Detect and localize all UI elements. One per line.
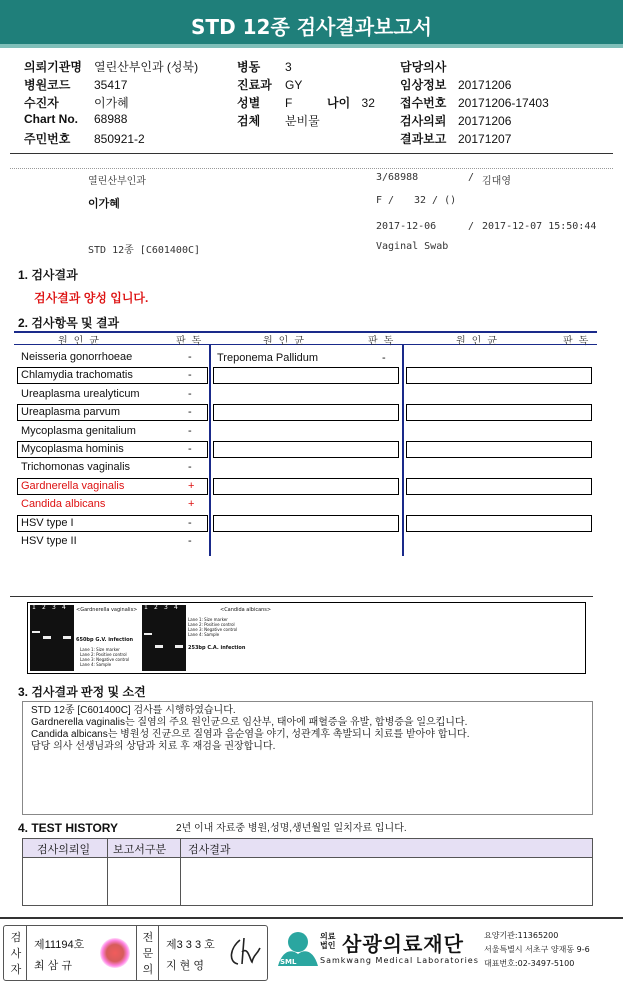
header-field-value: 20171206 bbox=[458, 114, 512, 128]
corp-info-phone: 대표번호:02-3497-5100 bbox=[484, 959, 575, 968]
empty-result-box bbox=[213, 367, 399, 384]
gel-lane-number: 2 bbox=[42, 604, 46, 611]
doctor-signature bbox=[226, 934, 264, 970]
col1-head-result: 판독 bbox=[176, 336, 208, 347]
col1-head-name: 원인균 bbox=[58, 336, 105, 347]
confirm-license: 제3 3 3 호 bbox=[166, 939, 215, 951]
header-field-value: GY bbox=[285, 78, 303, 92]
header-field-label: 검체 bbox=[237, 114, 261, 128]
gel-image-panel bbox=[27, 602, 586, 674]
col3-head-result: 판독 bbox=[563, 336, 595, 347]
empty-result-box bbox=[213, 478, 399, 495]
result-item-value: - bbox=[188, 387, 192, 400]
opinion-box bbox=[22, 701, 593, 815]
overlay-test-code: STD 12종 [C601400C] bbox=[88, 245, 201, 256]
empty-result-box bbox=[213, 404, 399, 421]
history-header-row bbox=[23, 839, 592, 858]
header-field-label: 진료과 bbox=[237, 78, 272, 92]
section4-title: 4. TEST HISTORY bbox=[18, 821, 119, 835]
result-item-name: Ureaplasma urealyticum bbox=[21, 387, 140, 400]
header-field-value: 이가혜 bbox=[94, 96, 129, 110]
section2-title: 2. 검사항목 및 결과 bbox=[18, 316, 120, 330]
gel-lane-number: 4 bbox=[174, 604, 178, 611]
header-field-label: 의뢰기관명 bbox=[24, 60, 82, 74]
col2-head-name: 원인균 bbox=[263, 336, 310, 347]
sml-logo bbox=[272, 926, 324, 976]
result-item-name: Gardnerella vaginalis bbox=[21, 479, 125, 492]
gel-right-band-marker bbox=[144, 633, 152, 635]
col3-head-name: 원인균 bbox=[456, 336, 503, 347]
overlay-clinic: 열린산부인과 bbox=[88, 176, 146, 187]
history-col-date: 검사의뢰일 bbox=[37, 844, 91, 856]
sml-logo-text: SML bbox=[280, 958, 297, 966]
header-field-label: 성별 bbox=[237, 96, 261, 110]
header-field-value: 20171206 bbox=[458, 78, 512, 92]
header-field bbox=[400, 58, 620, 76]
sml-logo-icon bbox=[272, 926, 324, 976]
gel-left-band-positive bbox=[43, 636, 51, 639]
overlay-date-rep: 2017-12-07 15:50:44 bbox=[482, 221, 597, 232]
empty-result-box bbox=[213, 441, 399, 458]
result-item-name: Trichomonas vaginalis bbox=[21, 461, 131, 474]
sig-divider-1 bbox=[26, 926, 27, 980]
header-left bbox=[24, 58, 234, 148]
header-field-label: 임상정보 bbox=[400, 78, 447, 92]
corp-info-address: 서울특별시 서초구 양재동 9-6 bbox=[484, 945, 590, 954]
signature-role-char: 검 bbox=[10, 931, 22, 944]
overlay-sep1: / bbox=[468, 172, 475, 183]
overlay-specimen: Vaginal Swab bbox=[376, 241, 449, 252]
gel-lane-legend: Lane 1: Size marker bbox=[188, 617, 228, 622]
history-divider-2 bbox=[180, 839, 181, 905]
empty-result-box bbox=[406, 441, 592, 458]
result-item-value: - bbox=[188, 535, 192, 547]
header-divider bbox=[10, 153, 613, 154]
header-field bbox=[400, 94, 620, 112]
gel-left-bands bbox=[32, 631, 72, 651]
gel-right-title: <Candida albicans> bbox=[220, 607, 272, 613]
opinion-line: Candida albicans는 병원성 진균으로 질염과 음순염을 야기, 성관계후 촉발되니 치료를 받아야 합니다. bbox=[31, 729, 470, 740]
header-field bbox=[400, 76, 620, 94]
header-field bbox=[400, 112, 620, 130]
gel-lane-legend: Lane 3: Negative control bbox=[80, 657, 130, 662]
tester-seal bbox=[100, 938, 130, 968]
result-item-name: Mycoplasma genitalium bbox=[21, 424, 136, 437]
history-divider-1 bbox=[107, 839, 108, 905]
corp-info-code: 요양기관:11365200 bbox=[484, 931, 559, 940]
gel-right-band-label: 253bp C.A. infection bbox=[188, 645, 246, 651]
tester-name: 최 삼 규 bbox=[34, 960, 72, 972]
signature-box bbox=[3, 925, 268, 981]
result-item-value: - bbox=[188, 369, 192, 382]
signature-role-char: 전 bbox=[142, 931, 154, 944]
overlay-sep2: / bbox=[468, 221, 475, 232]
header-field-value: 35417 bbox=[94, 78, 128, 92]
header-field-label: 병동 bbox=[237, 60, 261, 74]
result-item-name: Neisseria gonorrhoeae bbox=[21, 351, 133, 363]
result-item-name: Chlamydia trachomatis bbox=[21, 369, 133, 382]
gel-lane-number: 3 bbox=[164, 604, 168, 611]
header-field-label: 수진자 bbox=[24, 96, 59, 110]
header-field-label: 접수번호 bbox=[400, 96, 447, 110]
overlay-sex: F / bbox=[376, 195, 395, 206]
corp-english-name: Samkwang Medical Laboratories bbox=[320, 956, 479, 965]
header-field-label: 담당의사 bbox=[400, 60, 447, 74]
section1-result: 검사결과 양성 입니다. bbox=[34, 291, 149, 305]
header-field-value: 20171207 bbox=[458, 132, 512, 146]
gel-lane-number: 3 bbox=[52, 604, 56, 611]
corp-type-1: 의료 bbox=[320, 932, 336, 941]
result-item-name: Ureaplasma parvum bbox=[21, 406, 121, 419]
header-field bbox=[24, 112, 234, 130]
sig-divider-3 bbox=[158, 926, 159, 980]
gel-lane-number: 4 bbox=[62, 604, 66, 611]
gel-lane-number: 1 bbox=[32, 604, 36, 611]
result-item-name: Mycoplasma hominis bbox=[21, 443, 124, 455]
overlay-age: 32 / () bbox=[414, 195, 457, 206]
empty-result-box bbox=[406, 515, 592, 532]
result-item-value: - bbox=[188, 461, 192, 474]
header-divider-2 bbox=[10, 168, 613, 169]
tester-license: 제11194호 bbox=[34, 939, 85, 951]
overlay-doctor: 김대영 bbox=[482, 176, 511, 187]
gel-right-band-sample bbox=[175, 645, 183, 648]
signature-role-char: 문 bbox=[142, 947, 154, 960]
gel-right-band-positive bbox=[155, 645, 163, 648]
col2-head-result: 판독 bbox=[368, 336, 400, 347]
gel-right-bands bbox=[144, 633, 184, 663]
overlay-date-req: 2017-12-06 bbox=[376, 221, 437, 232]
gel-lane-legend: Lane 2: Positive control bbox=[188, 622, 235, 627]
header-field bbox=[24, 94, 234, 112]
gel-left-band-marker bbox=[32, 631, 40, 633]
result-item-name: HSV type II bbox=[21, 535, 77, 547]
sig-divider-2 bbox=[136, 926, 137, 980]
gel-lane-legend: Lane 1: Size marker bbox=[80, 647, 120, 652]
gel-left-band-label: 650bp G.V. infection bbox=[76, 637, 134, 643]
col2-item-result: - bbox=[382, 352, 386, 364]
history-table bbox=[22, 838, 593, 906]
section4-note: 2년 이내 자료중 병원,성명,생년월일 일치자료 입니다. bbox=[176, 823, 407, 834]
opinion-line: Gardnerella vaginalis는 질염의 주요 원인균으로 임산부, 태아에 패혈증을 유발, 합병증을 일으킵니다. bbox=[31, 717, 468, 728]
report-title: STD 12종 검사결과보고서 bbox=[0, 0, 623, 48]
result-item-name: HSV type I bbox=[21, 516, 74, 529]
confirm-name: 지 현 영 bbox=[166, 960, 204, 972]
section1-title: 1. 검사결과 bbox=[18, 268, 78, 282]
header-field-label: 검사의뢰 bbox=[400, 114, 447, 128]
result-item-value: - bbox=[188, 516, 192, 529]
header-field-value: 3 bbox=[285, 60, 292, 74]
header-field-value: F bbox=[285, 96, 293, 110]
header-field bbox=[237, 76, 387, 94]
age-field bbox=[327, 94, 375, 111]
section3-title: 3. 검사결과 판정 및 소견 bbox=[18, 685, 146, 699]
empty-result-box bbox=[406, 404, 592, 421]
result-item-value: + bbox=[188, 479, 195, 492]
history-col-result: 검사결과 bbox=[188, 844, 231, 856]
corp-type bbox=[320, 932, 342, 950]
header-field-label: 병원코드 bbox=[24, 78, 71, 92]
gel-lane-legend: Lane 4: Sample bbox=[188, 632, 220, 637]
opinion-line: STD 12종 [C601400C] 검사를 시행하였습니다. bbox=[31, 705, 236, 716]
corp-name: 삼광의료재단 bbox=[342, 932, 464, 956]
header-field-value: 열린산부인과 (성북) bbox=[94, 60, 199, 74]
header-field bbox=[237, 112, 387, 130]
gel-left-band-sample bbox=[63, 636, 71, 639]
header-field-value: 850921-2 bbox=[94, 132, 145, 146]
signature-role-char: 의 bbox=[142, 963, 154, 976]
gel-lane-legend: Lane 3: Negative control bbox=[188, 627, 238, 632]
gel-lane-legend: Lane 4: Sample bbox=[80, 662, 112, 667]
age-label: 나이 bbox=[327, 96, 351, 110]
age-value: 32 bbox=[361, 96, 375, 110]
empty-result-box bbox=[213, 515, 399, 532]
header-field bbox=[24, 130, 234, 148]
overlay-patient: 이가혜 bbox=[88, 197, 120, 210]
corp-info bbox=[484, 929, 590, 971]
footer-divider bbox=[0, 917, 623, 919]
col-divider-2 bbox=[402, 344, 404, 556]
gel-left-title: <Gardnerella vaginalis> bbox=[76, 607, 138, 613]
history-col-type: 보고서구분 bbox=[113, 844, 167, 856]
opinion-line: 담당 의사 선생님과의 상담과 치료 후 재검을 권장합니다. bbox=[31, 741, 276, 752]
header-field bbox=[237, 58, 387, 76]
gel-divider bbox=[10, 596, 593, 597]
gel-lane-number: 2 bbox=[154, 604, 158, 611]
col-divider-1 bbox=[209, 344, 211, 556]
result-item-value: - bbox=[188, 443, 192, 455]
col2-item-name: Treponema Pallidum bbox=[217, 352, 319, 364]
header-field-label: Chart No. bbox=[24, 112, 78, 126]
result-item-value: - bbox=[188, 406, 192, 419]
result-item-value: - bbox=[188, 351, 192, 363]
header-field-label: 결과보고 bbox=[400, 132, 447, 146]
corp-type-2: 법인 bbox=[320, 941, 336, 950]
header-field-value: 68988 bbox=[94, 112, 128, 126]
overlay-ward-chart: 3/68988 bbox=[376, 172, 419, 183]
gel-lane-number: 1 bbox=[144, 604, 148, 611]
header-field bbox=[400, 130, 620, 148]
header-field bbox=[24, 58, 234, 76]
gel-lane-legend: Lane 2: Positive control bbox=[80, 652, 127, 657]
signature-role-char: 자 bbox=[10, 963, 22, 976]
header-field-label: 주민번호 bbox=[24, 132, 71, 146]
result-item-value: + bbox=[188, 498, 195, 511]
header-field bbox=[24, 76, 234, 94]
header-right bbox=[400, 58, 620, 148]
result-item-name: Candida albicans bbox=[21, 498, 106, 511]
result-item-value: - bbox=[188, 424, 192, 437]
header-field-value: 분비물 bbox=[285, 114, 320, 128]
empty-result-box bbox=[406, 478, 592, 495]
empty-result-box bbox=[406, 367, 592, 384]
header-field-value: 20171206-17403 bbox=[458, 96, 549, 110]
signature-role-char: 사 bbox=[10, 947, 22, 960]
